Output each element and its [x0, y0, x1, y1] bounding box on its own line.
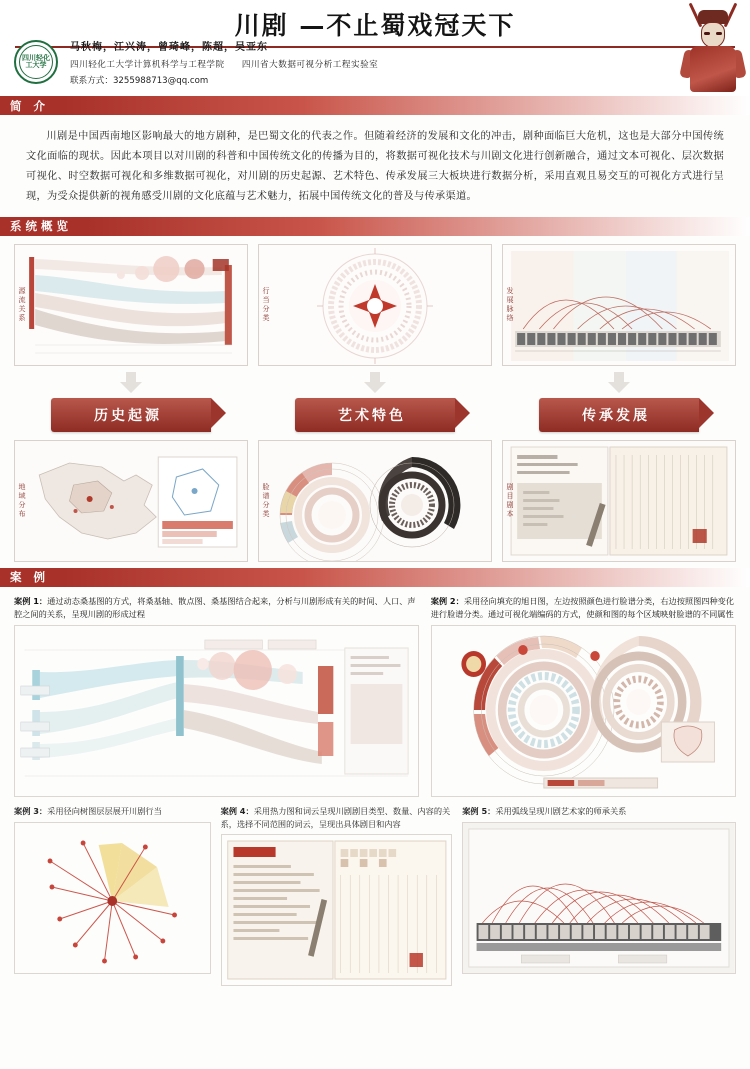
section-bar-tail: [63, 568, 750, 587]
section-bar-tail: [63, 96, 750, 115]
case-4-caption: [221, 805, 453, 830]
case-4-title: 案例 4：: [220, 805, 254, 816]
cases-row-1: [14, 595, 736, 797]
opera-mask-icon: [684, 8, 742, 94]
case-1-title: 案例 1：: [14, 595, 48, 606]
sankey-origin-chart[interactable]: [14, 244, 248, 366]
seal-label: 四川轻化工大学: [19, 45, 53, 79]
case-5-text: 采用弧线呈现川剧艺术家的师承关系: [495, 805, 627, 816]
arrow-down-icon: [608, 372, 630, 394]
case-3-caption: [14, 805, 211, 818]
author-block: [70, 38, 392, 90]
section-header-overview: [0, 217, 750, 236]
section-header-intro: [0, 96, 750, 115]
case-2-text: 采用径向填充的旭日图，左边按照颜色进行脸谱分类，右边按照图四种变化进行脸谱分类。通过可视化端编码的方式，使颜和图的每个区域映射脸谱的不同属性: [430, 595, 735, 619]
book-script-chart[interactable]: [502, 440, 736, 562]
module-banner-art[interactable]: 艺术特色: [295, 398, 455, 432]
poster-header: [0, 0, 750, 96]
radial-tree-diagram: [15, 823, 210, 973]
affiliation-line: [70, 57, 392, 73]
map-distribution-chart[interactable]: [14, 440, 248, 562]
author-names: 马秋梅，江兴涛，曾琦峰，陈超，吴亚东: [70, 42, 268, 53]
case-1-figure[interactable]: [14, 625, 419, 797]
case-4: [221, 805, 453, 986]
case-3-figure[interactable]: [14, 822, 211, 974]
module-banner-history[interactable]: 历史起源: [51, 398, 211, 432]
overview-banner-row: [14, 398, 736, 432]
chart-side-label: 脸谱分类: [262, 482, 270, 519]
arrow-down-icon: [364, 372, 386, 394]
chart-side-label: 地域分布: [18, 482, 26, 519]
book-diagram: [503, 441, 735, 562]
case-5-title: 案例 5：: [462, 805, 496, 816]
case-2-title: 案例 2：: [430, 595, 464, 606]
case-2-caption: [431, 595, 736, 621]
affiliation-2: 四川省大数据可视分析工程实验室: [241, 60, 379, 70]
arc-lineage-diagram: [463, 823, 735, 973]
case-1-text: 通过动态桑基图的方式，将桑基轴、散点图、桑基图结合起来，分析与川剧形成有关的时间、人口、声腔之间的关系，呈现川剧的形成过程: [14, 595, 416, 619]
section-label-overview: 系统概览: [0, 217, 86, 236]
arc-diagram: [503, 245, 735, 366]
case-3-title: 案例 3：: [14, 805, 48, 816]
section-header-cases: [0, 568, 750, 587]
arc-timeline-chart[interactable]: [502, 244, 736, 366]
module-banner-heritage[interactable]: 传承发展: [539, 398, 699, 432]
arrow-down-icon: [120, 372, 142, 394]
overview-top-row: [14, 244, 736, 366]
chart-side-label: 源流关系: [18, 286, 26, 323]
case-4-figure[interactable]: [221, 834, 453, 986]
case-2-figure[interactable]: [431, 625, 736, 797]
affiliation-1: 四川轻化工大学计算机科学与工程学院: [70, 60, 225, 70]
section-bar-tail: [86, 217, 750, 236]
intro-text: 川剧是中国西南地区影响最大的地方剧种，是巴蜀文化的代表之作。但随着经济的发展和文化的冲击，剧种面临巨大危机，这也是大部分中国传统文化面临的现状。因此本项目以对川剧的科普和中国传统文化的传播为目的，将数据可视化技术与川剧文化进行创新融合，通过文本可视化、层次数据可视化、时空数据可视化和多维数据可视化，对川剧的历史起源、艺术特色、传承发展三大板块进行数据分析，采用直观且易交互的可视化方式进行呈现，为受众提供新的视角感受川剧的文化底蕴与艺术魅力，拓展中国传统文化的普及与传承渠道。: [26, 131, 724, 202]
sunburst-facepaint-chart[interactable]: [258, 440, 492, 562]
case-3: [14, 805, 211, 986]
overview-bottom-row: [14, 440, 736, 562]
overview-section: [0, 236, 750, 568]
radial-feature-chart[interactable]: [258, 244, 492, 366]
contact-line: 联系方式：3255988713@qq.com: [70, 76, 209, 87]
university-seal-icon: [14, 40, 58, 84]
chart-side-label: 剧目剧本: [506, 482, 514, 519]
china-map-diagram: [15, 441, 247, 562]
case-3-text: 采用径向树图层层展开川剧行当: [47, 805, 162, 816]
dynamic-sankey-diagram: [15, 626, 418, 796]
sankey-diagram: [15, 245, 247, 366]
cases-section: [0, 587, 750, 997]
sunburst-diagram: [259, 441, 491, 562]
section-label-intro: 简 介: [0, 96, 63, 115]
case-1: [14, 595, 419, 797]
section-label-cases: 案 例: [0, 568, 63, 587]
overview-arrow-row: [14, 372, 736, 394]
heatmap-wordcloud-book-diagram: [222, 835, 452, 985]
page-title: 川剧 —不止蜀戏冠天下: [234, 11, 516, 40]
case-2: [431, 595, 736, 797]
chart-side-label: 行当分类: [262, 286, 270, 323]
intro-section: [0, 115, 750, 217]
case-5: [462, 805, 736, 986]
radial-diagram: [259, 245, 491, 366]
facepaint-sunburst-diagram: [432, 626, 735, 796]
case-5-caption: [462, 805, 736, 818]
case-5-figure[interactable]: [462, 822, 736, 974]
case-1-caption: [14, 595, 419, 621]
cases-row-2: [14, 805, 736, 986]
case-4-text: 采用热力图和词云呈现川剧剧目类型、数量、内容的关系，选择不同范围的词云，呈现出具体剧目和内容: [220, 805, 451, 829]
chart-side-label: 发展脉络: [506, 286, 514, 323]
